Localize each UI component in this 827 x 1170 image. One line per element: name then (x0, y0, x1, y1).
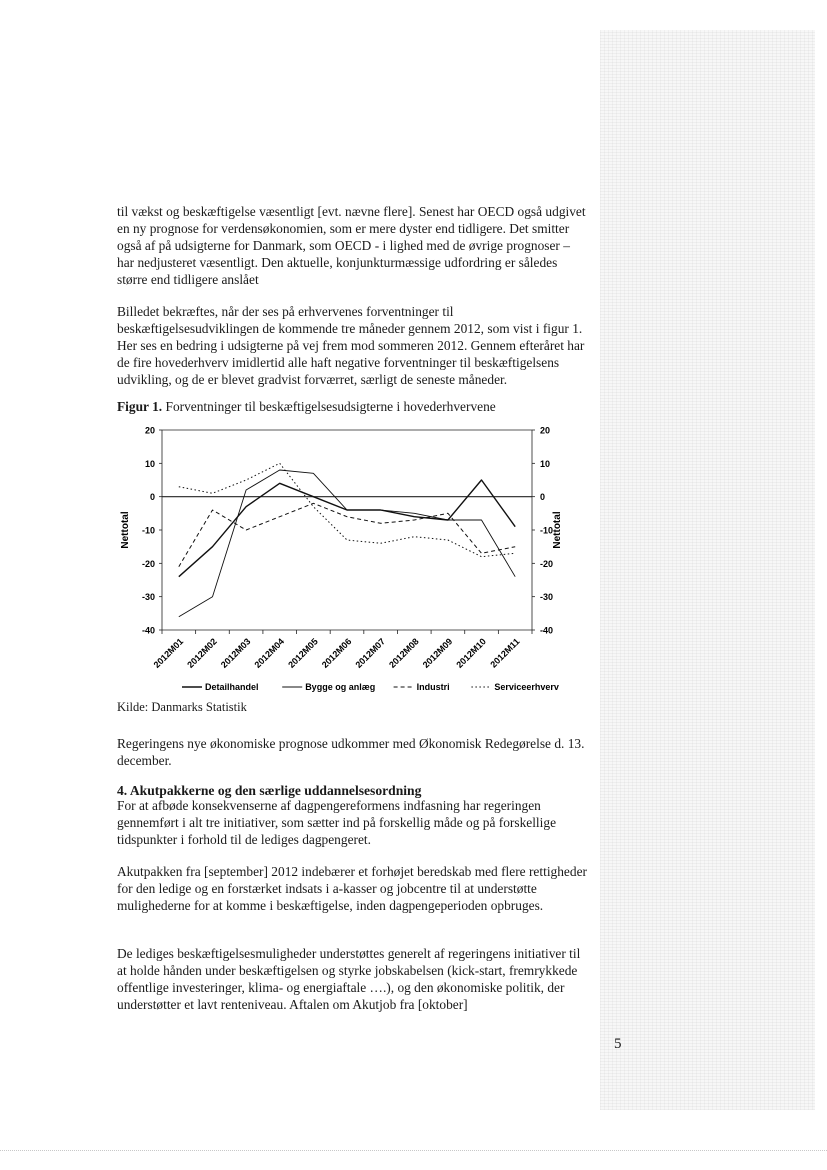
y-tick-label-left: -10 (141, 525, 155, 536)
y-tick-label-right: -10 (540, 525, 554, 536)
y-tick-label-right: -30 (540, 592, 554, 603)
y-tick-label-left: 0 (149, 492, 155, 503)
figure-label: Figur 1. (117, 399, 163, 414)
plot-frame (162, 430, 532, 630)
y-tick-label-right: 10 (540, 458, 551, 469)
y-tick-label-left: 10 (144, 458, 155, 469)
y-tick-label-right: -20 (540, 558, 554, 569)
x-tick-label: 2012M01 (151, 636, 186, 670)
series-lines (179, 463, 515, 616)
figure-source: Kilde: Danmarks Statistik (117, 700, 247, 714)
paragraph-job-opportunities: De lediges beskæftigelsesmuligheder understøttes generelt af regeringens initiativer til at holde hånden under beskæftigelsen og styrke jobskabelsen (kick-start, fremrykkede offentlige investeringer, klima- og energiaftale ….), og den økonomiske politik, der understøtter et lavt renteniveau. Aftalen om Akutjob fra [oktober] (117, 946, 581, 1012)
paragraph-prognosis: Regeringens nye økonomiske prognose udkommer med Økonomisk Redegørelse d. 13. december. (117, 736, 585, 768)
x-tick-label: 2012M07 (353, 636, 388, 670)
y-tick-label-left: -40 (141, 625, 155, 636)
x-tick-label: 2012M11 (488, 636, 522, 670)
legend-label: Serviceerhverv (494, 682, 559, 692)
legend-label: Detailhandel (205, 682, 259, 692)
x-tick-label: 2012M10 (454, 636, 488, 670)
y-axis-label-right: Nettotal (552, 511, 563, 549)
scan-margin-texture (600, 30, 815, 1110)
section-heading: 4. Akutpakkerne og den særlige uddannelsesordning (117, 783, 422, 798)
chart-legend (182, 682, 559, 692)
x-tick-label: 2012M09 (420, 636, 455, 670)
figure-caption-text: Forventninger til beskæftigelsesudsigterne i hovederhvervene (165, 399, 496, 414)
series-line-bygge-og-anl-g (179, 470, 515, 617)
axis-ticks (142, 426, 553, 670)
x-tick-label: 2012M02 (185, 636, 219, 670)
x-tick-label: 2012M03 (218, 636, 253, 670)
figure-caption (117, 399, 496, 415)
legend-label: Bygge og anlæg (305, 682, 376, 692)
x-tick-label: 2012M04 (252, 636, 287, 670)
paragraph-employment-expectations: Billedet bekræftes, når der ses på erhvervenes forventninger til beskæftigelsesudviklingen de kommende tre måneder gennem 2012, som vist i figur 1. Her ses en bedring i udsigterne på vej frem mod sommeren 2012. Gennem efteråret har de fire hovederhverv imidlertid alle haft negative forventninger til beskæftigelsens udvikling, og de er blevet gradvist forværret, særligt de seneste måneder. (117, 304, 585, 387)
paragraph-akutpakken: Akutpakken fra [september] 2012 indebærer et forhøjet beredskab med flere rettigheder for den ledige og en forstærket indsats i a-kasser og jobcentre til at understøtte mulighederne for at komme i beskæftigelse, inden dagpengeperioden opbruges. (117, 864, 587, 913)
y-axis-label-left: Nettotal (120, 511, 131, 549)
y-tick-label-left: 20 (144, 425, 155, 436)
paragraph-initiatives: For at afbøde konsekvenserne af dagpengereformens indfasning har regeringen gennemført i alt tre initiativer, som sætter ind på forskellig måde og på forskellige tidspunkter i forhold til de lediges dagpengeret. (117, 798, 557, 847)
x-tick-label: 2012M05 (286, 636, 320, 670)
series-line-industri (179, 503, 515, 566)
series-line-detailhandel (179, 480, 515, 577)
y-tick-label-left: -20 (141, 558, 155, 569)
y-tick-label-right: 20 (540, 425, 551, 436)
y-tick-label-right: 0 (540, 492, 546, 503)
scan-bottom-line (0, 1150, 827, 1151)
page-number: 5 (614, 1036, 622, 1052)
paragraph-outlook: til vækst og beskæftigelse væsentligt [evt. nævne flere]. Senest har OECD også udgivet en ny prognose for verdensøkonomien, som er mere dyster end tidligere. Det smitter også af på udsigterne for Danmark, som OECD - i lighed med de øvrige prognoser – har nedjusteret væsentligt. Den aktuelle, konjunkturmæssige udfordring er således større end tidligere anslået (117, 204, 586, 287)
x-tick-label: 2012M08 (387, 636, 421, 670)
y-tick-label-right: -40 (540, 625, 554, 636)
legend-label: Industri (416, 682, 450, 692)
employment-expectations-chart (110, 418, 570, 700)
y-tick-label-left: -30 (141, 592, 155, 603)
x-tick-label: 2012M06 (319, 636, 354, 670)
